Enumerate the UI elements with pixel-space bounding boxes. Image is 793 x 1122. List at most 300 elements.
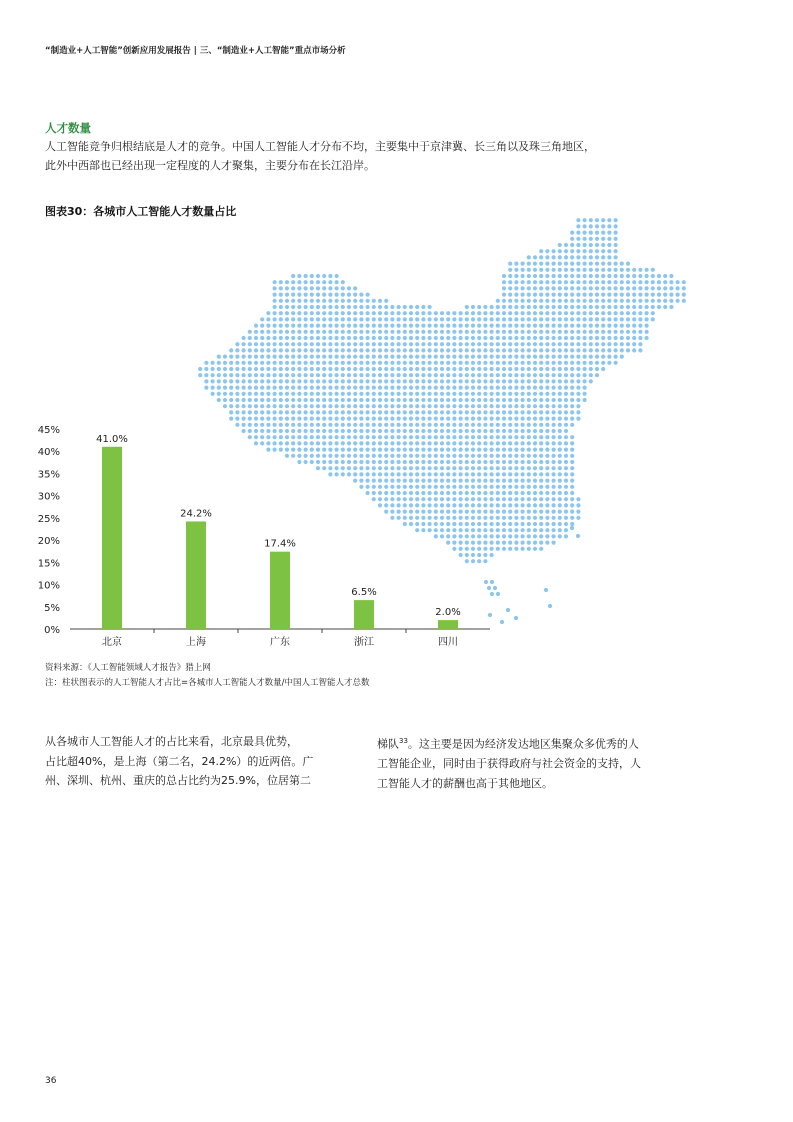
map-dot [533,293,537,297]
map-dot [570,497,574,501]
map-dot [415,386,419,390]
map-dot [645,274,649,278]
map-dot [279,280,283,284]
map-dot [521,472,525,476]
map-dot [607,286,611,290]
map-dot [260,373,264,377]
map-dot [558,503,562,507]
map-dot [527,510,531,514]
map-dot [310,410,314,414]
map-dot [539,448,543,452]
map-dot [465,317,469,321]
map-dot [390,410,394,414]
map-dot [465,355,469,359]
map-dot [378,386,382,390]
map-dot [632,274,636,278]
map-dot [353,379,357,383]
map-dot [589,348,593,352]
map-dot [576,231,580,235]
map-dot [638,274,642,278]
map-dot [558,460,562,464]
map-dot [372,330,376,334]
map-dot [403,386,407,390]
map-dot [496,305,500,309]
intro-line: 此外中西部也已经出现一定程度的人才聚集，主要分布在长江沿岸。 [45,159,375,172]
map-dot [558,262,562,266]
map-dot [496,317,500,321]
map-dot [403,324,407,328]
map-dot [570,479,574,483]
map-dot [558,373,562,377]
map-dot [446,373,450,377]
map-dot [390,317,394,321]
map-dot [409,330,413,334]
map-dot [347,404,351,408]
map-dot [614,237,618,241]
map-dot [297,367,301,371]
map-dot [552,479,556,483]
map-dot [570,472,574,476]
map-dot [533,491,537,495]
map-dot [552,299,556,303]
map-dot [260,410,264,414]
map-dot [595,231,599,235]
map-dot [514,435,518,439]
map-dot [508,299,512,303]
map-dot [570,386,574,390]
map-dot [366,361,370,365]
map-dot [490,392,494,396]
map-dot [434,379,438,383]
map-dot [471,336,475,340]
map-dot [279,348,283,352]
x-tick-label: 广东 [270,637,290,648]
map-dot [632,293,636,297]
map-dot [483,342,487,346]
map-dot [378,361,382,365]
map-dot [576,398,580,402]
map-dot [533,342,537,346]
map-dot [502,417,506,421]
map-dot [502,522,506,526]
map-dot [527,491,531,495]
map-dot [384,299,388,303]
map-dot [328,330,332,334]
map-dot [638,324,642,328]
map-dot [291,373,295,377]
map-dot [533,386,537,390]
map-dot [564,410,568,414]
map-dot [248,367,252,371]
map-dot [607,299,611,303]
map-dot [335,373,339,377]
map-dot [521,516,525,520]
map-dot [508,423,512,427]
map-dot [545,280,549,284]
map-dot [235,410,239,414]
map-dot [521,417,525,421]
map-dot [310,330,314,334]
map-dot [273,342,277,346]
map-dot [372,342,376,346]
map-dot [465,367,469,371]
map-dot [564,491,568,495]
map-dot [645,286,649,290]
map-dot [558,429,562,433]
map-dot [297,355,301,359]
map-dot [409,355,413,359]
map-dot [434,386,438,390]
map-dot [558,268,562,272]
map-dot [471,330,475,334]
map-dot [545,441,549,445]
map-dot [415,355,419,359]
map-dot [552,417,556,421]
map-dot [564,293,568,297]
map-dot [428,386,432,390]
map-dot [266,330,270,334]
map-dot [322,355,326,359]
map-dot [260,336,264,340]
map-dot [570,466,574,470]
map-dot [558,348,562,352]
map-dot [601,255,605,259]
map-dot [533,516,537,520]
map-dot [428,392,432,396]
map-dot [304,305,308,309]
map-dot [533,410,537,414]
map-dot [576,305,580,309]
map-dot [316,355,320,359]
map-dot [403,342,407,346]
map-dot [459,311,463,315]
map-dot [421,392,425,396]
map-dot [341,398,345,402]
map-dot [372,305,376,309]
map-dot [614,355,618,359]
map-dot [583,224,587,228]
map-dot [514,342,518,346]
map-dot [570,510,574,514]
map-dot [583,336,587,340]
map-dot [322,379,326,383]
map-dot [415,305,419,309]
map-dot [459,342,463,346]
map-dot [521,262,525,266]
map-dot [663,299,667,303]
map-dot [471,398,475,402]
map-dot [521,423,525,427]
map-dot [545,342,549,346]
map-dot [583,237,587,241]
map-dot [545,448,549,452]
map-dot [217,392,221,396]
map-dot [564,392,568,396]
map-dot [570,330,574,334]
map-dot [614,293,618,297]
map-dot [645,317,649,321]
map-dot [508,361,512,365]
map-dot [601,280,605,284]
map-dot [558,336,562,340]
map-dot [483,392,487,396]
map-dot [595,218,599,222]
map-dot [576,249,580,253]
map-dot [229,348,233,352]
map-dot [359,398,363,402]
map-dot [521,466,525,470]
map-dot [260,386,264,390]
map-dot [620,355,624,359]
map-dot [316,280,320,284]
map-dot [552,274,556,278]
map-dot [682,286,686,290]
map-dot [316,404,320,408]
map-dot [285,286,289,290]
map-dot [335,311,339,315]
map-dot [217,386,221,390]
map-dot [539,386,543,390]
map-dot [260,392,264,396]
map-dot [570,231,574,235]
map-dot [545,510,549,514]
map-dot [459,392,463,396]
map-dot [632,305,636,309]
footnote-ref[interactable]: 33 [399,737,408,745]
map-dot [359,317,363,321]
map-dot [570,392,574,396]
map-dot [353,293,357,297]
map-dot [421,404,425,408]
map-dot [366,336,370,340]
map-dot [508,441,512,445]
map-dot [403,330,407,334]
map-dot [415,324,419,328]
map-dot [539,361,543,365]
map-dot [291,305,295,309]
map-dot [539,342,543,346]
map-dot [595,249,599,253]
map-dot [576,274,580,278]
map-dot [583,280,587,284]
map-dot [266,392,270,396]
map-dot [483,398,487,402]
map-dot [297,392,301,396]
map-dot [583,342,587,346]
map-dot [539,249,543,253]
map-dot [564,336,568,340]
map-dot [570,379,574,383]
map-dot [527,454,531,458]
map-dot [273,311,277,315]
map-dot [285,379,289,383]
map-dot [552,497,556,501]
map-dot [552,528,556,532]
map-dot [545,262,549,266]
map-dot [359,293,363,297]
map-dot [651,305,655,309]
map-dot [558,516,562,520]
map-dot [328,305,332,309]
map-dot [669,299,673,303]
map-dot [576,262,580,266]
map-dot [397,379,401,383]
map-dot [310,373,314,377]
map-dot [558,522,562,526]
map-dot [452,330,456,334]
map-dot [514,293,518,297]
map-dot [620,280,624,284]
map-dot [595,336,599,340]
map-dot [384,324,388,328]
map-dot [514,497,518,501]
map-dot [527,299,531,303]
y-tick-label: 35% [37,469,60,481]
map-dot [316,293,320,297]
map-dot [285,293,289,297]
map-dot [397,317,401,321]
map-dot [552,268,556,272]
map-dot [421,317,425,321]
map-dot [335,317,339,321]
map-dot [607,305,611,309]
map-dot [502,330,506,334]
map-dot [471,342,475,346]
map-dot [607,330,611,334]
map-dot [434,392,438,396]
map-dot [291,324,295,328]
map-dot [521,293,525,297]
map-dot [564,311,568,315]
map-dot [359,330,363,334]
map-dot [440,342,444,346]
map-dot [384,305,388,309]
map-dot [539,404,543,408]
map-dot [279,286,283,290]
map-dot [341,299,345,303]
map-dot [508,348,512,352]
map-dot [508,472,512,476]
map-dot [527,361,531,365]
map-dot [297,299,301,303]
map-dot [285,404,289,408]
map-dot [545,286,549,290]
map-dot [595,274,599,278]
map-dot [248,386,252,390]
map-dot [328,355,332,359]
map-dot [291,392,295,396]
map-dot [533,429,537,433]
map-dot [589,311,593,315]
map-dot [514,522,518,526]
map-dot [440,330,444,334]
map-dot [223,367,227,371]
y-tick-label: 15% [37,558,60,570]
map-dot [564,528,568,532]
map-dot [570,348,574,352]
map-dot [316,286,320,290]
map-dot [508,379,512,383]
map-dot [415,379,419,383]
map-dot [508,355,512,359]
map-dot [576,503,580,507]
map-dot [558,491,562,495]
map-dot [521,541,525,545]
map-dot [421,410,425,414]
map-dot [539,262,543,266]
map-dot [595,342,599,346]
map-dot [421,361,425,365]
map-dot [502,423,506,427]
map-dot [508,460,512,464]
map-dot [552,373,556,377]
map-dot [359,410,363,414]
map-dot [366,324,370,328]
map-dot [508,317,512,321]
map-dot [589,262,593,266]
map-dot [310,324,314,328]
map-dot [514,373,518,377]
map-dot [576,417,580,421]
map-dot [304,274,308,278]
map-dot [539,305,543,309]
map-dot [347,324,351,328]
map-dot [477,386,481,390]
map-dot [490,379,494,383]
map-dot [521,534,525,538]
map-dot [273,348,277,352]
map-dot [508,286,512,290]
map-dot [477,311,481,315]
map-dot [434,398,438,402]
map-dot [490,330,494,334]
map-dot [564,342,568,346]
map-dot [539,435,543,439]
map-dot [328,293,332,297]
map-dot [651,286,655,290]
map-dot [620,305,624,309]
map-dot [285,355,289,359]
map-dot [558,330,562,334]
map-dot [545,379,549,383]
map-dot [328,348,332,352]
map-dot [632,299,636,303]
map-dot [415,336,419,340]
map-dot [446,367,450,371]
map-dot [638,330,642,334]
map-dot [372,311,376,315]
map-dot [527,404,531,408]
map-dot [496,386,500,390]
map-dot [316,379,320,383]
map-dot [576,268,580,272]
map-dot [514,404,518,408]
map-dot [570,404,574,408]
map-dot [440,367,444,371]
map-dot [601,231,605,235]
map-dot [341,361,345,365]
map-dot [273,293,277,297]
map-dot [508,274,512,278]
map-dot [316,299,320,303]
map-dot [552,429,556,433]
map-dot [552,286,556,290]
map-dot [471,305,475,309]
map-dot [576,330,580,334]
map-dot [638,268,642,272]
map-dot [514,330,518,334]
x-tick-label: 北京 [102,637,122,648]
